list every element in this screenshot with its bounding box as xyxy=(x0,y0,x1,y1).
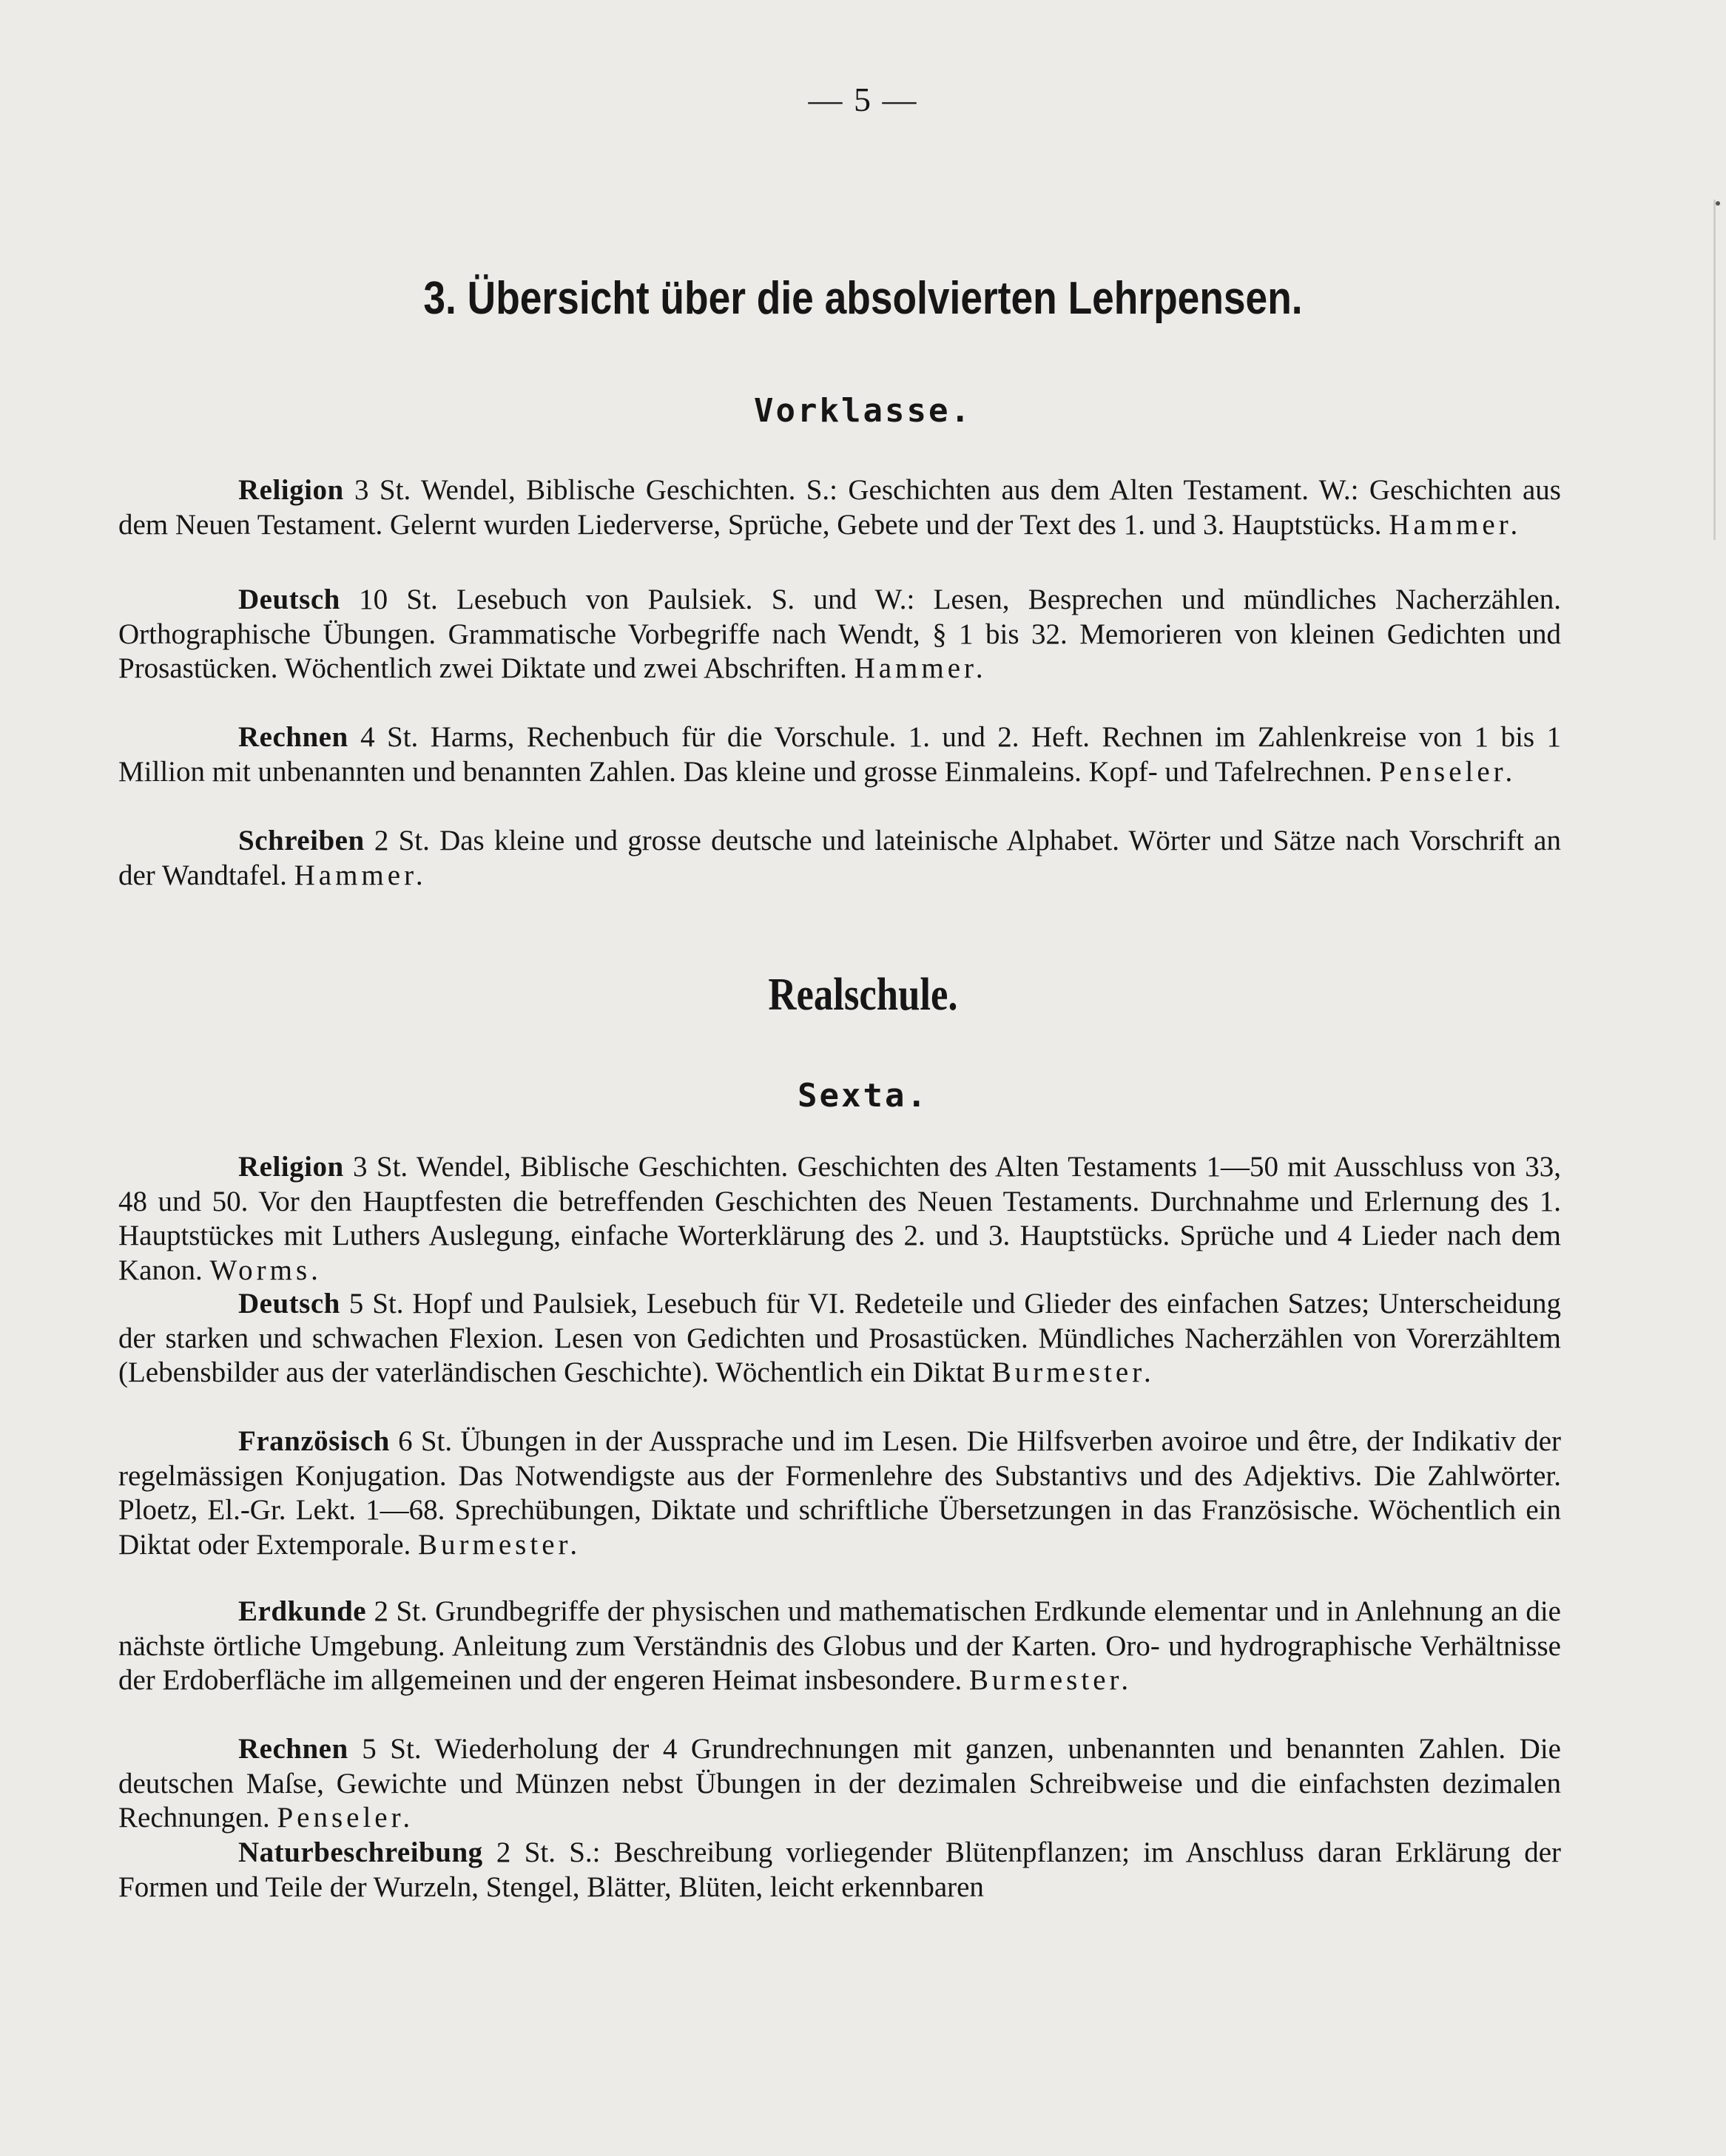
paragraph-vorklasse-schreiben xyxy=(118,824,1561,893)
paragraph-text: 3 St. Wendel, Biblische Geschichten. Geschichten des Alten Testaments 1—50 mit Ausschluss von 33, 48 und 50. Vor den Hauptfesten die betreffenden Geschichten des Neuen Testaments. Durchnahme und Erlernung des 1. Hauptstückes mit Luthers Auslegung, einfache Worterklärung des 2. und 3. Hauptstücks. Sprüche und 4 Lieder nach dem Kanon. xyxy=(118,1151,1561,1286)
paragraph-sexta-franzoesisch xyxy=(118,1425,1561,1562)
paragraph-sexta-deutsch xyxy=(118,1287,1561,1390)
teacher-name: Penseler. xyxy=(277,1802,414,1834)
teacher-name: Hammer. xyxy=(1389,508,1522,541)
paragraph-sexta-naturbeschreibung xyxy=(118,1836,1561,1905)
paragraph-text: 2 St. Das kleine und grosse deutsche und lateinische Alphabet. Wörter und Sätze nach Vorschrift an der Wandtafel. xyxy=(118,825,1561,891)
subject-label: Religion xyxy=(238,1151,344,1183)
subject-label: Deutsch xyxy=(238,584,340,615)
paragraph-text: 5 St. Wiederholung der 4 Grundrechnungen mit ganzen, unbenannten und benannten Zahlen. Die deutschen Maſse, Gewichte und Münzen nebst Übungen in der dezimalen Schreibweise und die einfachsten dezimalen Rechnungen. xyxy=(118,1733,1561,1834)
teacher-name: Burmester. xyxy=(991,1356,1155,1388)
paragraph-vorklasse-deutsch xyxy=(118,583,1561,686)
paragraph-text: 2 St. S.: Beschreibung vorliegender Blütenpflanzen; im Anschluss daran Erklärung der Formen und Teile der Wurzeln, Stengel, Blätter, Blüten, leicht erkennbaren xyxy=(118,1836,1561,1903)
paragraph-vorklasse-rechnen xyxy=(118,720,1561,789)
section-heading-realschule: Realschule. xyxy=(768,970,958,1020)
paragraph-sexta-erdkunde xyxy=(118,1595,1561,1698)
subject-label: Religion xyxy=(238,474,344,506)
subject-label: Rechnen xyxy=(238,721,348,753)
section-heading-sexta: Sexta. xyxy=(798,1077,928,1115)
subject-label: Rechnen xyxy=(238,1733,348,1765)
subject-label: Naturbeschreibung xyxy=(238,1836,483,1868)
subject-label: Schreiben xyxy=(238,825,365,856)
ink-speck xyxy=(1716,201,1720,206)
page-number: — 5 — xyxy=(808,81,918,118)
subject-label: Deutsch xyxy=(238,1288,340,1319)
teacher-name: Hammer. xyxy=(854,652,987,684)
paragraph-text: 3 St. Wendel, Biblische Geschichten. S.: Geschichten aus dem Alten Testament. W.: Geschichten aus dem Neuen Testament. Gelernt wurden Liederverse, Sprüche, Gebete und der Text des 1. und 3. Hauptstücks. xyxy=(118,474,1561,541)
paragraph-text: 10 St. Lesebuch von Paulsiek. S. und W.: Lesen, Besprechen und mündliches Nacherzählen. Orthographische Übungen. Grammatische Vorbegriffe nach Wendt, § 1 bis 32. Memorieren von kleinen Gedichten und Prosastücken. Wöchentlich zwei Diktate und zwei Abschriften. xyxy=(118,584,1561,684)
paragraph-text: 6 St. Übungen in der Aussprache und im Lesen. Die Hilfsverben avoiroe und être, der Indikativ der regelmässigen Konjugation. Das Notwendigste aus der Formenlehre des Substantivs und des Adjektivs. Die Zahlwörter. Ploetz, El.-Gr. Lekt. 1—68. Sprechübungen, Diktate und schriftliche Übersetzungen in das Französische. Wöchentlich ein Diktat oder Extemporale. xyxy=(118,1425,1561,1561)
paragraph-vorklasse-religion xyxy=(118,473,1561,542)
paragraph-sexta-rechnen xyxy=(118,1732,1561,1836)
paragraph-text: 4 St. Harms, Rechenbuch für die Vorschule. 1. und 2. Heft. Rechnen im Zahlenkreise von 1 bis 1 Million mit unbenannten und benannten Zahlen. Das kleine und grosse Einmaleins. Kopf- und Tafelrechnen. xyxy=(118,721,1561,788)
subject-label: Erdkunde xyxy=(238,1595,367,1627)
subject-label: Französisch xyxy=(238,1425,390,1457)
teacher-name: Hammer. xyxy=(294,859,427,891)
teacher-name: Burmester. xyxy=(418,1528,581,1561)
teacher-name: Penseler. xyxy=(1379,755,1517,788)
teacher-name: Worms. xyxy=(209,1254,322,1286)
paragraph-sexta-religion xyxy=(118,1150,1561,1288)
paragraph-text: 5 St. Hopf und Paulsiek, Lesebuch für VI. Redeteile und Glieder des einfachen Satzes; Unterscheidung der starken und schwachen Flexion. Lesen von Gedichten und Prosastücken. Mündliches Nacherzählen von Vorerzähltem (Lebensbilder aus der vaterländischen Geschichte). Wöchentlich ein Diktat xyxy=(118,1288,1561,1388)
page-fold-mark xyxy=(1713,200,1716,540)
section-heading-vorklasse: Vorklasse. xyxy=(754,392,972,430)
teacher-name: Burmester. xyxy=(969,1664,1133,1696)
paragraph-text: 2 St. Grundbegriffe der physischen und mathematischen Erdkunde elementar und in Anlehnung an die nächste örtliche Umgebung. Anleitung zum Verständnis des Globus und der Karten. Oro- und hydrographische Verhältnisse der Erdoberfläche im allgemeinen und der engeren Heimat insbesondere. xyxy=(118,1595,1561,1696)
page-title: 3. Übersicht über die absolvierten Lehrpensen. xyxy=(423,273,1303,324)
